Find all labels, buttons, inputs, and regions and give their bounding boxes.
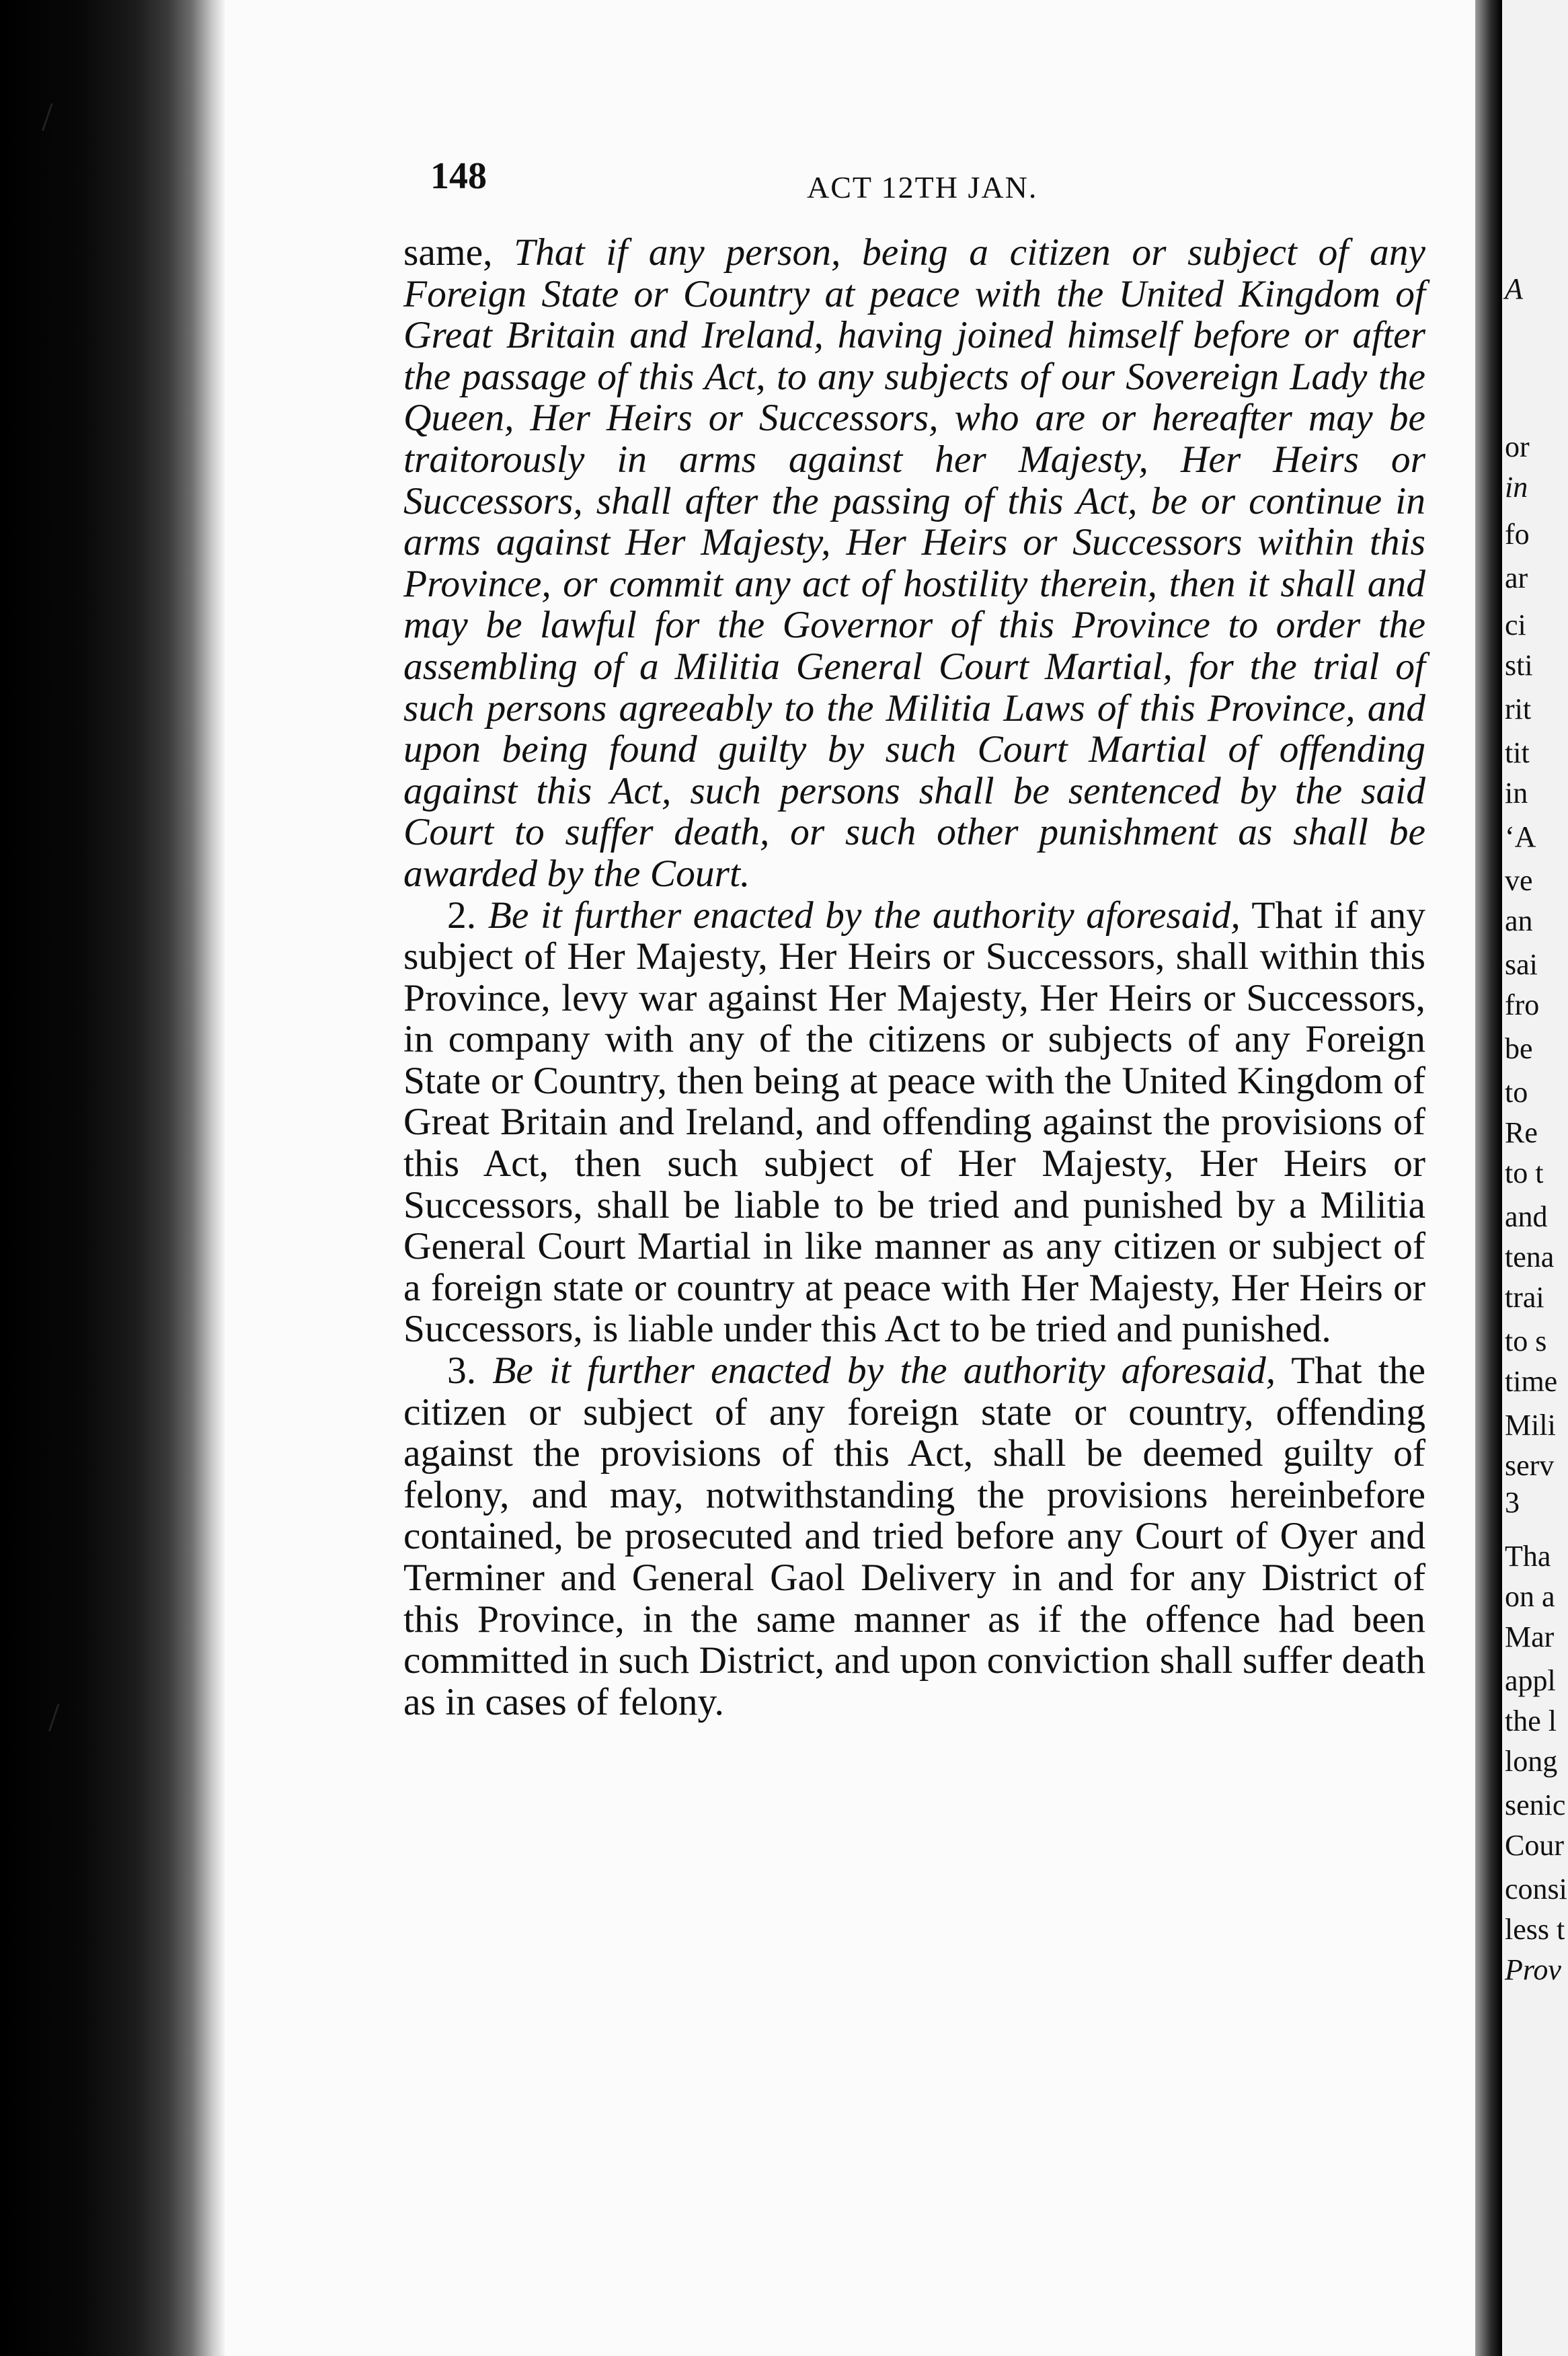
facing-page-fragment: be [1505, 1032, 1533, 1065]
facing-page-fragment: in [1505, 471, 1528, 504]
facing-page-fragment: and [1505, 1200, 1548, 1233]
facing-page-fragment: fro [1505, 988, 1540, 1021]
paragraph-italic-text: That if any person, being a citizen or subject of any Foreign State or Country at peace with the United Kingdom of Great Britain and Ireland, having joined himself before or after the passage of this Act, to any subjects of our Sovereign Lady the Queen, Her Heirs or Successors, who are or hereafter may be traitorously in arms against her Majesty, Her Heirs or Successors, shall after the passing of this Act, be or continue in arms against Her Majesty, Her Heirs or Successors within this Province, or commit any act of hostility therein, then it shall and may be lawful for the Governor of this Province to order the assembling of a Militia General Court Martial, for the trial of such persons agreeably to the Militia Laws of this Province, and upon being found guilty by such Court Martial of offending against this Act, such persons shall be sentenced by the said Court to suffer death, or such other punishment as shall be awarded by the Court. [403, 231, 1425, 895]
paragraph-lead: same, [403, 231, 514, 274]
facing-page-fragment: to t [1505, 1156, 1544, 1189]
facing-page-fragment: senic [1505, 1789, 1566, 1821]
book-edge-shadow [0, 0, 229, 2356]
stray-mark: / [48, 1695, 60, 1739]
page-body [403, 232, 1425, 1723]
facing-page-fragment: or [1505, 430, 1530, 463]
facing-page-fragment: serv [1505, 1449, 1555, 1482]
facing-page-fragment: Cour [1505, 1829, 1564, 1862]
facing-page-fragment: less t [1505, 1913, 1565, 1946]
facing-page-fragment: sti [1505, 649, 1533, 682]
facing-page-fragment: sai [1505, 948, 1538, 981]
enacting-clause: Be it further enacted by the authority aforesaid, [487, 894, 1241, 937]
facing-page-fragment: Prov [1505, 1953, 1561, 1986]
facing-page-edge [1502, 0, 1568, 2356]
section-number: 2. [447, 894, 488, 937]
facing-page-fragment: the l [1505, 1704, 1557, 1737]
facing-page-fragment: long [1505, 1745, 1558, 1778]
section-3 [403, 1350, 1425, 1723]
facing-page-fragment: time [1505, 1365, 1558, 1398]
facing-page-fragment: ve [1505, 864, 1533, 897]
facing-page-fragment: A [1505, 272, 1523, 305]
facing-page-fragment: Mili [1505, 1409, 1556, 1442]
facing-page-fragment: rit [1505, 693, 1532, 725]
facing-page-fragment: to [1505, 1076, 1528, 1109]
page-gutter [1475, 0, 1502, 2356]
page-header [430, 155, 1291, 208]
facing-page-fragment: fo [1505, 518, 1530, 551]
facing-page-fragment: on a [1505, 1580, 1555, 1613]
facing-page-fragment: tit [1505, 736, 1530, 769]
facing-page-fragment: consi [1505, 1873, 1567, 1906]
facing-page-fragment: ‘A [1505, 820, 1536, 853]
stray-mark: / [42, 95, 53, 139]
running-head: ACT 12TH JAN. [807, 170, 1038, 204]
page-number: 148 [430, 155, 487, 197]
facing-page-fragment: to s [1505, 1325, 1547, 1358]
section-text: That the citizen or subject of any foreign state or country, offending against the provisions of this Act, shall be deemed guilty of felony, and may, notwithstanding the provisions hereinbefore contained, be prosecuted and tried before any Court of Oyer and Terminer and General Gaol Delivery in and for any District of this Province, in the same manner as if the offence had been committed in such District, and upon conviction shall suffer death as in cases of felony. [403, 1349, 1426, 1723]
facing-page-fragment: 3 [1505, 1486, 1520, 1519]
facing-page-fragment: Re [1505, 1116, 1538, 1149]
paragraph-1 [403, 232, 1425, 895]
facing-page-fragment: appl [1505, 1664, 1556, 1697]
facing-page-fragment: in [1505, 777, 1528, 810]
facing-page-fragment: an [1505, 904, 1533, 937]
facing-page-fragment: ci [1505, 608, 1526, 641]
facing-page-fragment: Mar [1505, 1620, 1555, 1653]
facing-page-fragment: ar [1505, 561, 1528, 594]
enacting-clause: Be it further enacted by the authority aforesaid, [492, 1349, 1276, 1392]
section-text: That if any subject of Her Majesty, Her Heirs or Successors, shall within this Province, levy war against Her Majesty, Her Heirs or Successors, in company with any of the citizens or subjects of any Foreign State or Country, then being at peace with the United Kingdom of Great Britain and Ireland, and offending against the provisions of this Act, then such subject of Her Majesty, Her Heirs or Successors, shall be liable to be tried and punished by a Militia General Court Martial in like manner as any citizen or subject of a foreign state or country at peace with Her Majesty, Her Heirs or Successors, is liable under this Act to be tried and punished. [403, 894, 1426, 1351]
facing-page-fragment: trai [1505, 1281, 1544, 1314]
section-2 [403, 895, 1425, 1351]
facing-page-fragment: Tha [1505, 1540, 1551, 1573]
section-number: 3. [447, 1349, 493, 1392]
facing-page-fragment: tena [1505, 1241, 1555, 1273]
